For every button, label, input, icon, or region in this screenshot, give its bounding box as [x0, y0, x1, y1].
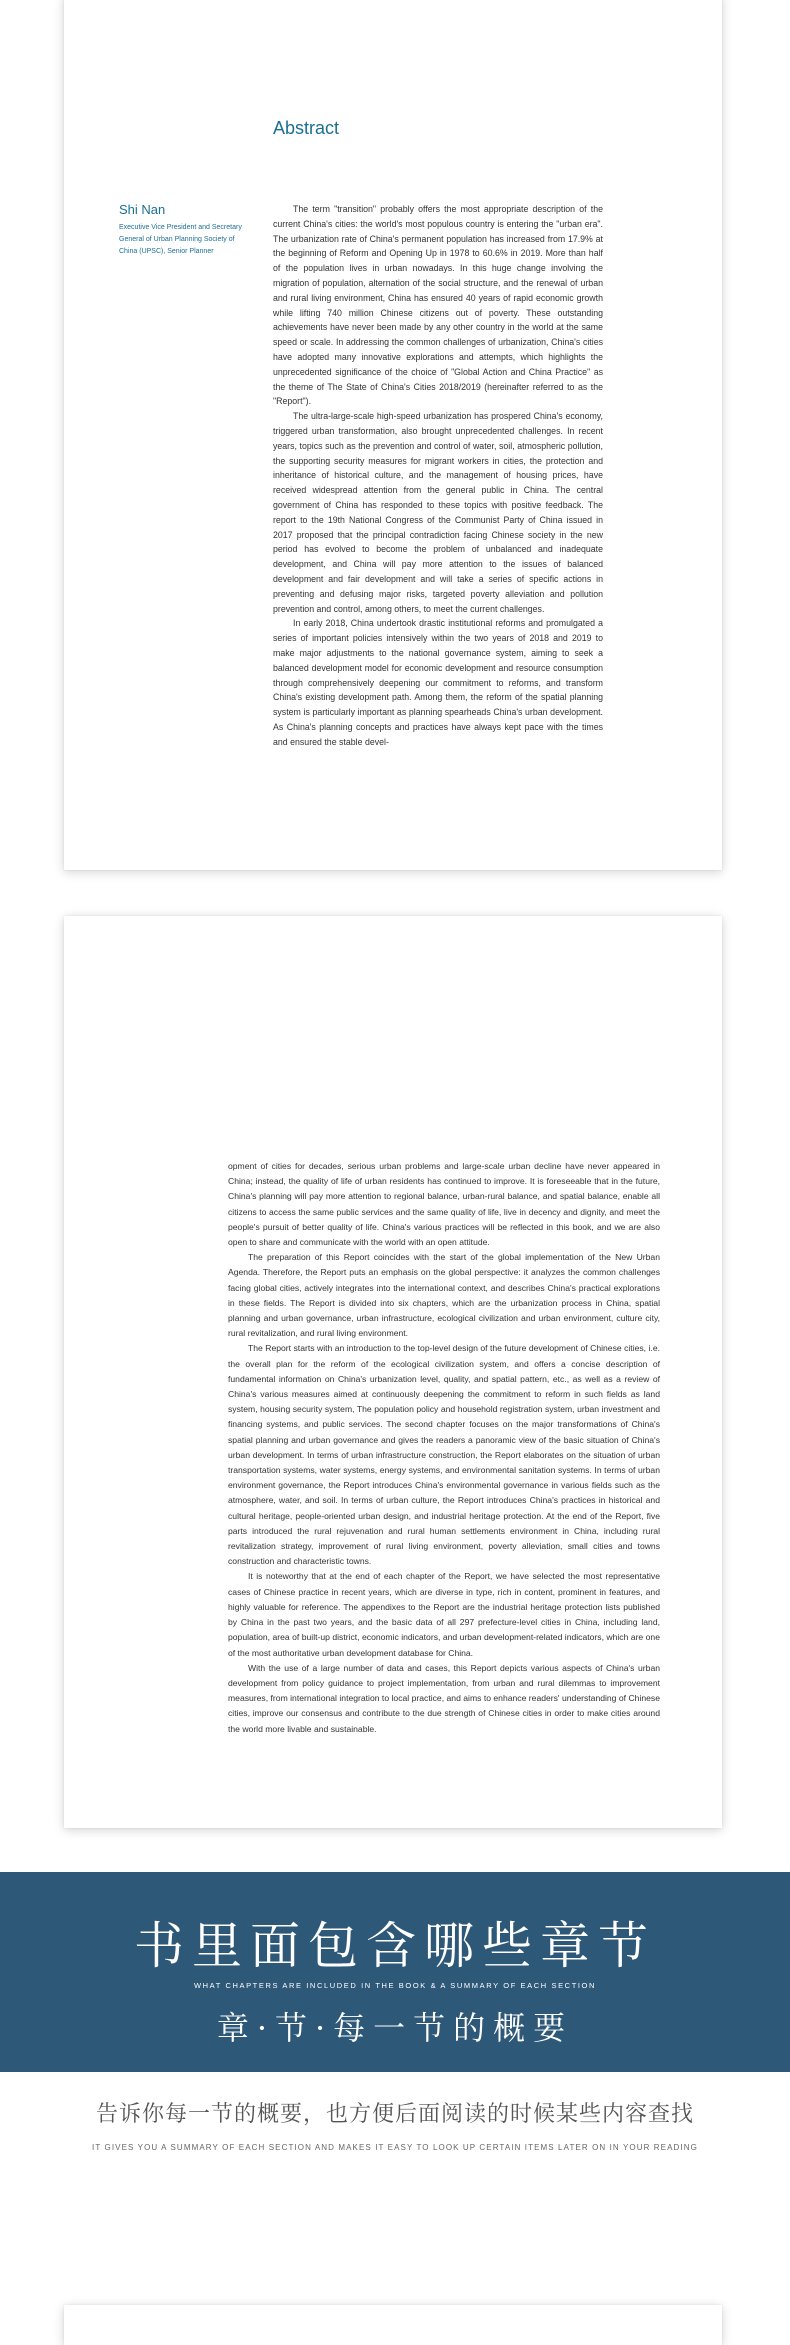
author-name: Shi Nan	[119, 202, 166, 217]
banner-title: 书里面包含哪些章节	[134, 1917, 656, 1975]
continued-body	[228, 1159, 660, 1737]
abstract-body	[273, 202, 603, 749]
tagline-cn: 告诉你每一节的概要，也方便后面阅读的时候某些内容查找	[95, 2101, 694, 2126]
chapter-banner	[0, 1872, 790, 2072]
tagline-en: IT GIVES YOU A SUMMARY OF EACH SECTION AND MAKES IT EASY TO LOOK UP CERTAIN ITEMS LATER ON IN YOUR READING	[92, 2143, 698, 2152]
banner-subtitle-en: WHAT CHAPTERS ARE INCLUDED IN THE BOOK & A SUMMARY OF EACH SECTION	[193, 1981, 597, 1990]
paragraph: In early 2018, China undertook drastic institutional reforms and promulgated a series of important policies intensively within the two years of 2018 and 2019 to make major adjustments to the national governance system, aiming to seek a balanced development model for economic development and resource consumption through comprehensively deepening our commitment to reforms, and transform China's existing development path. Among them, the reform of the spatial planning system is particularly important as planning spearheads China's urban development. As China's planning concepts and practices have always kept pace with the times and ensured the stable devel-	[273, 618, 603, 747]
book-page-abstract	[64, 0, 722, 870]
paragraph: The preparation of this Report coincides with the start of the global implementation of the New Urban Agenda. Therefore, the Report puts an emphasis on the global perspective: it analyzes the common challenges facing global cities, actively integrates into the international context, and describes China's practical explorations in these fields. The Report is divided into six chapters, which are the urbanization process in China, spatial planning and urban governance, urban infrastructure, ecological civilization and urban environment, culture city, rural revitalization, and rural living environment.	[228, 1252, 660, 1339]
book-page-next	[64, 2305, 722, 2345]
paragraph: The ultra-large-scale high-speed urbanization has prospered China's economy, triggered urban transformation, also brought unprecedented challenges. In recent years, topics such as the prevention and control of water, soil, atmospheric pollution, the supporting security measures for migrant workers in cities, the protection and inheritance of historical culture, and the management of housing prices, have received widespread attention from the general public in China. The central government of China has responded to these topics with positive feedback. The report to the 19th National Congress of the Communist Party of China issued in 2017 proposed that the principal contradiction facing Chinese society in the new period has evolved to become the problem of unbalanced and inadequate development, and China will pay more attention to the issues of balanced development and fair development and will take a series of specific actions in preventing and defusing major risks, targeted poverty alleviation and pollution prevention and control, among others, to meet the current challenges.	[273, 411, 603, 614]
banner-subtitle-cn: 章·节·每一节的概要	[216, 2009, 574, 2047]
paragraph: It is noteworthy that at the end of each chapter of the Report, we have selected the most representative cases of Chinese practice in recent years, which are diverse in type, rich in content, prominent in features, and highly valuable for reference. The appendixes to the Report are the industrial heritage protection lists published by China in the past two years, and the basic data of all 297 prefecture-level cities in China, including land, population, area of built-up district, economic indicators, and urban development-related indicators, which are one of the most authoritative urban development database for China.	[228, 1571, 660, 1658]
paragraph: opment of cities for decades, serious urban problems and large-scale urban decline have never appeared in China; instead, the quality of life of urban residents has continued to improve. It is foreseeable that in the future, China's planning will pay more attention to regional balance, urban-rural balance, and spatial balance, enable all citizens to access the same public services and the same quality of life, live in decency and dignity, and meet the people's pursuit of better quality of life. China's various practices will be reflected in this book, and we are also open to share and communicate with the world with an open attitude.	[228, 1161, 660, 1248]
paragraph: With the use of a large number of data and cases, this Report depicts various aspects of China's urban development from policy guidance to project implementation, from urban and rural dilemmas to improvement measures, from international integration to local practice, and aims to enhance readers' understanding of Chinese cities, improve our consensus and contribute to the due strength of Chinese cities in order to make cities around the world more livable and sustainable.	[228, 1662, 660, 1734]
author-block	[119, 202, 244, 258]
author-role: Executive Vice President and Secretary General of Urban Planning Society of China (UPSC), Senior Planner	[119, 224, 242, 255]
paragraph: The term "transition" probably offers the most appropriate description of the current China's cities: the world's most populous country is entering the "urban era". The urbanization rate of China's permanent population has increased from 17.9% at the beginning of Reform and Opening Up in 1978 to 60.6% in 2019. More than half of the population lives in urban nowadays. In this huge change involving the migration of population, alternation of the social structure, and the renewal of urban and rural living environment, China has ensured 40 years of rapid economic growth while lifting 740 million Chinese citizens out of poverty. These outstanding achievements have never been made by any other country in the world at the same speed or scale. In addressing the common challenges of urbanization, China's cities have adopted many innovative explorations and attempts, which highlights the unprecedented significance of the choice of "Global Action and China Practice" as the theme of The State of China's Cities 2018/2019 (hereinafter referred to as the "Report").	[273, 204, 603, 407]
page-title: Abstract	[273, 118, 340, 138]
book-page-continued	[64, 916, 722, 1828]
paragraph: The Report starts with an introduction to the top-level design of the future development of Chinese cities, i.e. the overall plan for the reform of the ecological civilization system, and offers a concise description of fundamental information on China's urbanization level, quality, and spatial pattern, etc., as well as a review of China's various measures aimed at continuously deepening the commitment to reform in such fields as land system, housing security system, The population policy and household registration system, urban investment and financing systems, and public services. The second chapter focuses on the major transformations of China's spatial planning and urban governance and gives the readers a panoramic view of the basic situation of China's urban development. In terms of urban infrastructure construction, the Report elaborates on the situation of urban transportation systems, water systems, energy systems, and environmental sanitation systems. In terms of urban environment governance, the Report introduces China's environmental governance in various fields such as the atmosphere, water, and soil. In terms of urban culture, the Report introduces China's practices in historical and cultural heritage, people-oriented urban design, and industrial heritage protection. At the end of the Report, five parts introduced the rural rejuvenation and rural human settlements environment in China, including rural revitalization strategy, improvement of rural living environment, poverty alleviation, small cities and towns construction and characteristic towns.	[228, 1343, 660, 1567]
